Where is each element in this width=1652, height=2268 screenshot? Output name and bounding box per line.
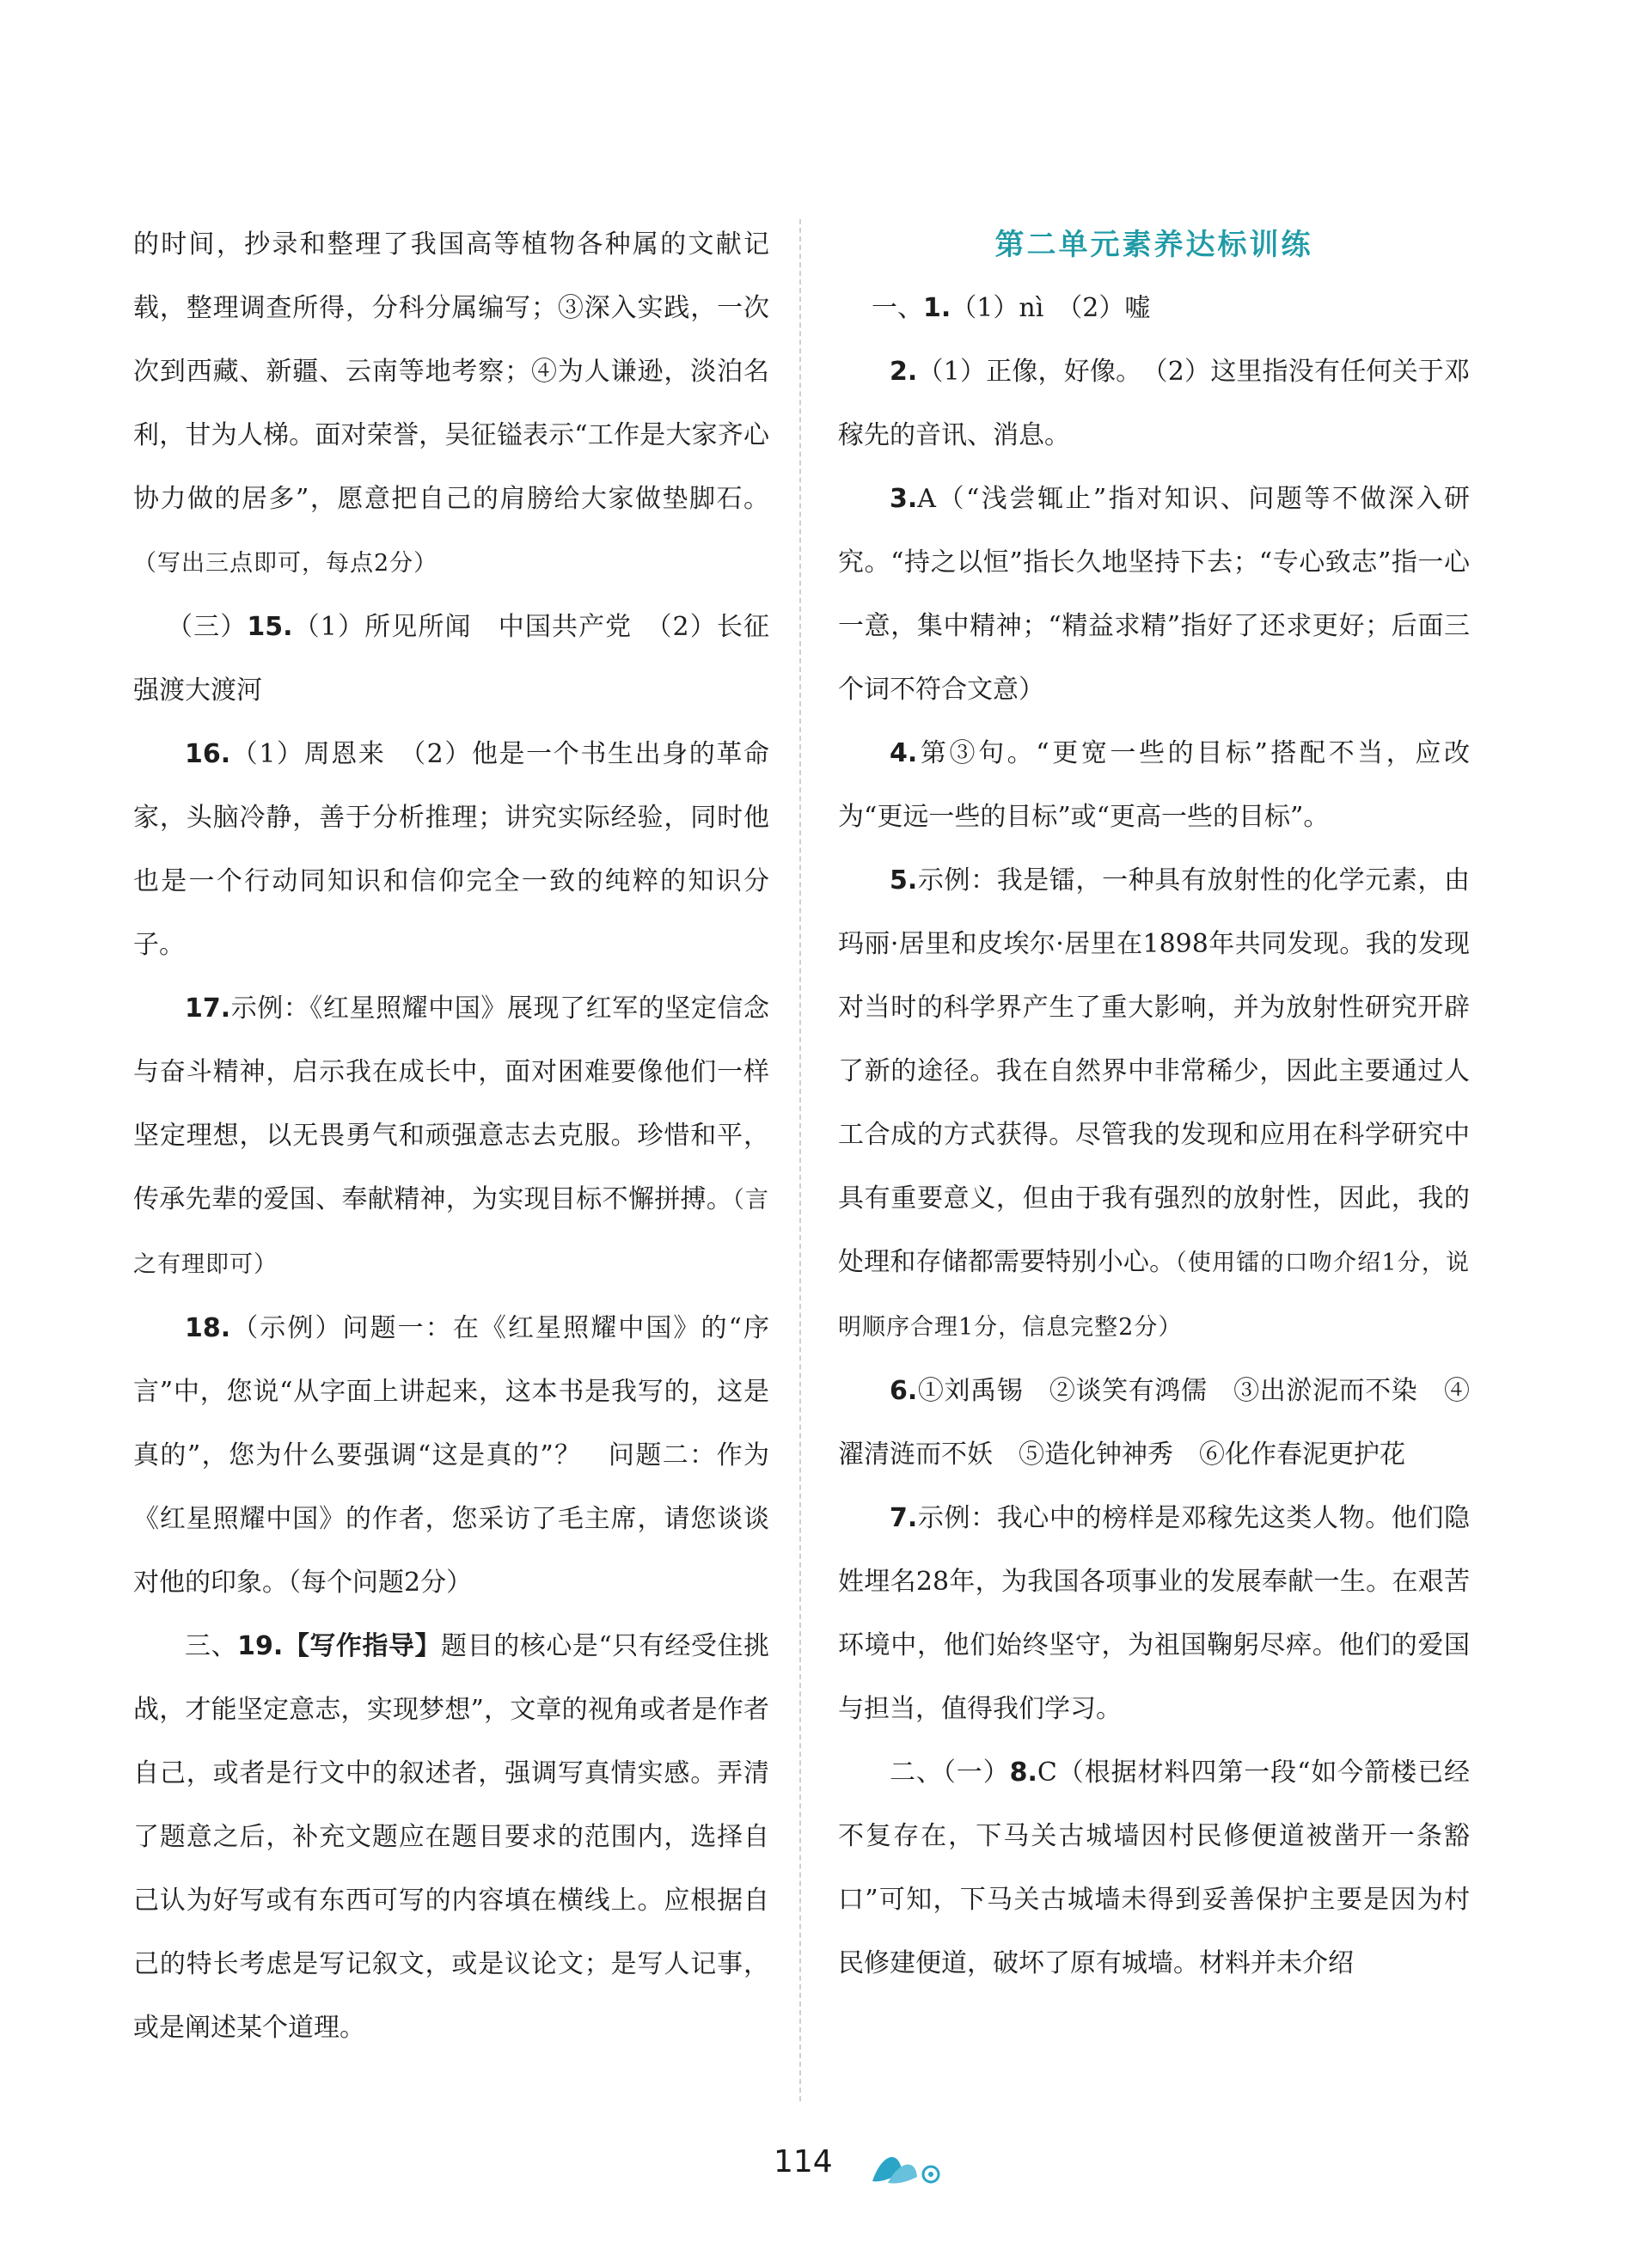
leaf-ornament-icon — [864, 2138, 950, 2190]
question-number: 7. — [890, 1503, 918, 1533]
question-number: 5. — [890, 865, 918, 896]
question-number: 6. — [890, 1376, 918, 1406]
question-number: 2. — [890, 357, 918, 387]
answer-19: 三、19.【写作指导】题目的核心是“只有经受住挑战，才能坚定意志，实现梦想”，文章的视角或者是作者自己，或者是行文中的叙述者，强调写真情实感。弄清了题意之后，补充文题应在题目要求的范围内，选择自己认为好写或有东西可写的内容填在横线上。应根据自己的特长考虑是写记叙文，或是议论文；是写人记事，或是阐述某个道理。 — [133, 1631, 770, 2043]
answer-15: （三）15.（1）所见所闻 中国共产党 （2）长征强渡大渡河 — [133, 612, 769, 706]
question-number: 4. — [890, 738, 918, 768]
left-column — [133, 213, 769, 2060]
answer-16: 16.（1）周恩来 （2）他是一个书生出身的革命家，头脑冷静，善于分析推理；讲究实际经验，同时他也是一个行动同知识和信仰完全一致的纯粹的知识分子。 — [133, 739, 769, 960]
right-column — [838, 213, 1470, 1996]
scoring-note: （使用镭的口吻介绍1分，说明顺序合理1分，信息完整2分） — [838, 1250, 1470, 1341]
question-number: 3. — [890, 484, 918, 514]
question-number: 15. — [247, 612, 293, 642]
question-number: 18. — [185, 1313, 231, 1343]
question-number: 1. — [923, 293, 951, 323]
answer-2: 2.（1）正像，好像。 （2）这里指没有任何关于邓稼先的音讯、消息。 — [838, 357, 1470, 450]
answer-7: 7.示例：我心中的榜样是邓稼先这类人物。他们隐姓埋名28年，为我国各项事业的发展奉献一生。在艰苦环境中，他们始终坚守，为祖国鞠躬尽瘁。他们的爱国与担当，值得我们学习。 — [838, 1503, 1470, 1724]
answer-5: 5.示例：我是镭，一种具有放射性的化学元素，由玛丽·居里和皮埃尔·居里在1898年共同发现。我的发现对当时的科学界产生了重大影响，并为放射性研究开辟了新的途径。我在自然界中非常稀少，因此主要通过人工合成的方式获得。尽管我的发现和应用在科学研究中具有重要意义，但由于我有强烈的放射性，因此，我的处理和存储都需要特别小心。（使用镭的口吻介绍1分，说明顺序合理1分，信息完整2分） — [838, 865, 1470, 1341]
answer-3: 3.A（“浅尝辄止”指对知识、问题等不做深入研究。“持之以恒”指长久地坚持下去；“专心致志”指一心一意，集中精神；“精益求精”指好了还求更好；后面三个词不符合文意） — [838, 484, 1470, 705]
answer-17: 17.示例：《红星照耀中国》展现了红军的坚定信念与奋斗精神，启示我在成长中，面对困难要像他们一样坚定理想，以无畏勇气和顽强意志去克服。珍惜和平，传承先辈的爱国、奉献精神，为实现目标不懈拼搏。（言之有理即可） — [133, 993, 769, 1278]
unit-title: 第二单元素养达标训练 — [994, 228, 1313, 262]
question-number: 8. — [1009, 1758, 1037, 1788]
writing-guide-tag: 【写作指导】 — [283, 1631, 442, 1661]
answer-1: 一、1.（1）nì （2）嘘 — [872, 293, 1151, 323]
answer-18: 18.（示例）问题一：在《红星照耀中国》的“序言”中，您说“从字面上讲起来，这本书是我写的，这是真的”，您为什么要强调“这是真的”？ 问题二：作为《红星照耀中国》的作者，您采访了毛主席，请您谈谈对他的印象。（每个问题2分） — [133, 1313, 769, 1598]
question-number: 16. — [185, 739, 231, 769]
answer-4: 4.第③句。“更宽一些的目标”搭配不当，应改为“更远一些的目标”或“更高一些的目标”。 — [838, 738, 1470, 832]
answer-continuation: 的时间，抄录和整理了我国高等植物各种属的文献记载，整理调查所得，分科分属编写；③深入实践，一次次到西藏、新疆、云南等地考察；④为人谦逊，淡泊名利，甘为人梯。面对荣誉，吴征镒表示“工作是大家齐心协力做的居多”，愿意把自己的肩膀给大家做垫脚石。（写出三点即可，每点2分） — [133, 229, 769, 577]
answer-6: 6.①刘禹锡 ②谈笑有鸿儒 ③出淤泥而不染 ④濯清涟而不妖 ⑤造化钟神秀 ⑥化作春泥更护花 — [838, 1376, 1470, 1470]
scoring-note: （言之有理即可） — [133, 1187, 769, 1278]
scoring-note: （写出三点即可，每点2分） — [133, 550, 438, 577]
answer-8: 二、（一）8.C（根据材料四第一段“如今箭楼已经不复存在，下马关古城墙因村民修便道被凿开一条豁口”可知，下马关古城墙未得到妥善保护主要是因为村民修建便道，破坏了原有城墙。材料并未介绍 — [838, 1758, 1470, 1978]
question-number: 19. — [237, 1631, 284, 1661]
question-number: 17. — [185, 993, 231, 1024]
page-number: 114 — [774, 2144, 833, 2179]
column-divider — [799, 219, 801, 2101]
